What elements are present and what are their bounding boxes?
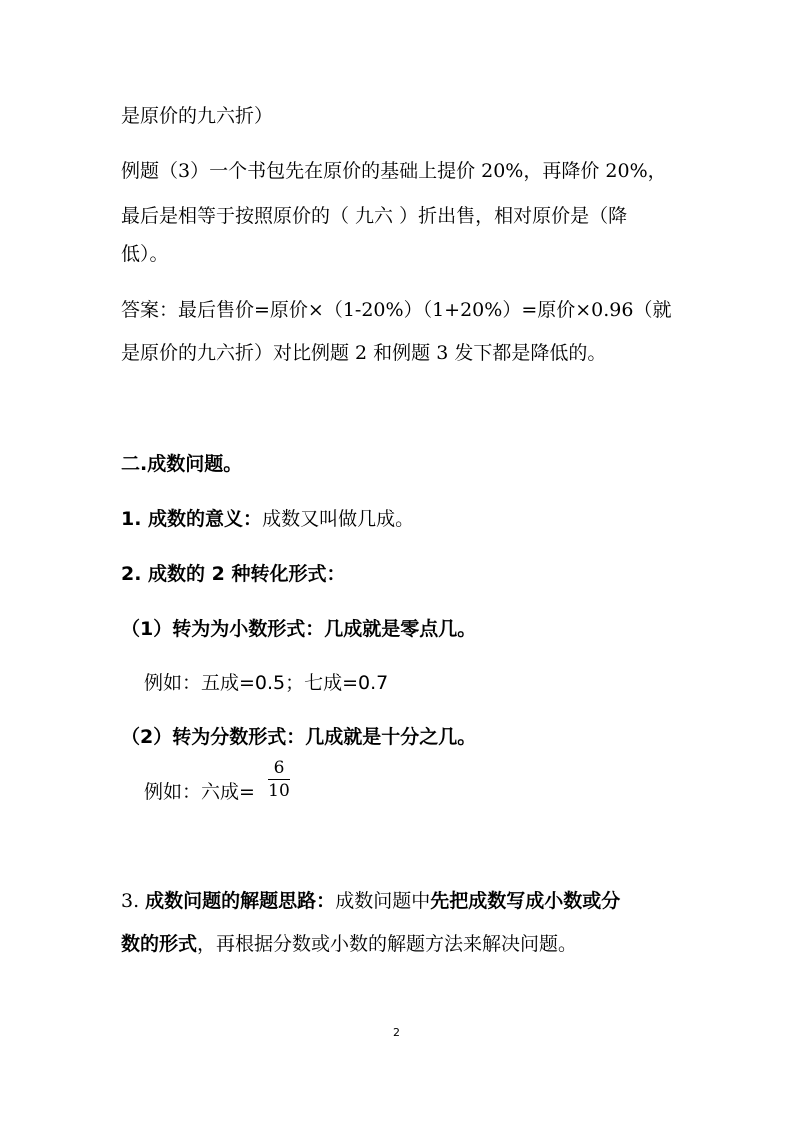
paragraph-emphasis: 先把成数写成小数或分 <box>430 890 621 912</box>
paragraph <box>121 889 620 913</box>
fraction-numerator: 6 <box>273 758 285 778</box>
text-line: 例题（3）一个书包先在原价的基础上提价 20%，再降价 20%， <box>121 160 667 182</box>
fraction-denominator: 10 <box>268 781 290 801</box>
text-line: 答案：最后售价=原价×（1-20%）（1+20%）=原价×0.96（就 <box>121 299 672 321</box>
text-line: 是原价的九六折）对比例题 2 和例题 3 发下都是降低的。 <box>121 342 607 364</box>
paragraph-label: 成数问题的解题思路： <box>145 890 336 912</box>
text-line: 最后是相等于按照原价的（ 九六 ）折出售，相对原价是（降 <box>121 205 628 227</box>
paragraph-text: 成数又叫做几成。 <box>262 508 415 530</box>
text-line: 低）。 <box>121 243 169 265</box>
paragraph: 2. 成数的 2 种转化形式： <box>121 563 346 585</box>
paragraph-text: 成数问题中 <box>335 890 431 912</box>
paragraph-text: ，再根据分数或小数的解题方法来解决问题。 <box>197 933 578 955</box>
page-number: 2 <box>393 1026 400 1039</box>
example-line: 例如：五成=0.5；七成=0.7 <box>144 672 389 694</box>
paragraph: （2）转为分数形式：几成就是十分之几。 <box>121 726 477 748</box>
section-title: 二.成数问题。 <box>121 453 243 475</box>
paragraph-number: 3. <box>121 890 146 912</box>
fraction <box>268 758 290 801</box>
example-lead: 例如：六成= <box>144 781 255 803</box>
paragraph <box>121 932 577 956</box>
paragraph: （1）转为为小数形式：几成就是零点几。 <box>121 618 477 640</box>
paragraph <box>121 507 414 531</box>
text-line: 是原价的九六折） <box>121 105 274 127</box>
paragraph-emphasis: 数的形式 <box>121 933 198 955</box>
paragraph-label: 1. 成数的意义： <box>121 508 263 530</box>
fraction-bar <box>268 779 290 780</box>
